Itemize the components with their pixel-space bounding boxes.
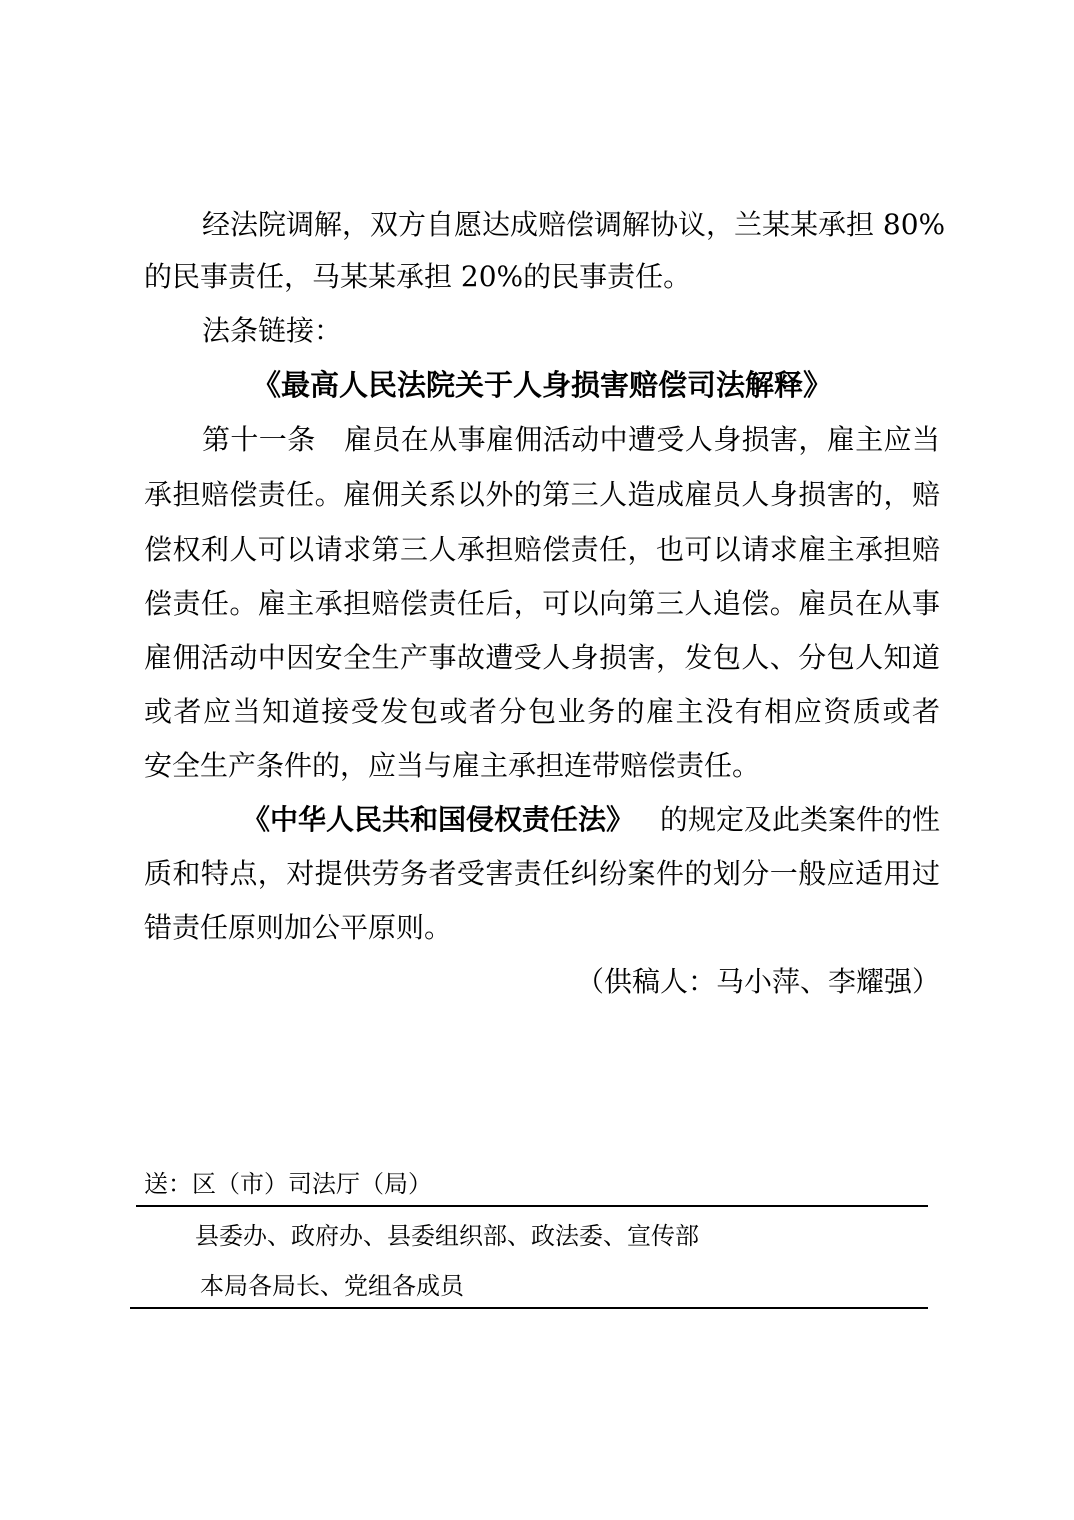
- paragraph-line: 经法院调解，双方自愿达成赔偿调解协议，兰某某承担 80%: [202, 208, 946, 241]
- article-line: 雇佣活动中因安全生产事故遭受人身损害，发包人、分包人知道: [144, 641, 940, 674]
- article-line: 或者应当知道接受发包或者分包业务的雇主没有相应资质或者: [144, 695, 940, 728]
- article-line: 安全生产条件的，应当与雇主承担连带赔偿责任。: [144, 749, 761, 782]
- contributor-line: （供稿人：马小萍、李耀强）: [575, 965, 940, 998]
- article-line: 承担赔偿责任。雇佣关系以外的第三人造成雇员人身损害的，赔: [144, 478, 940, 511]
- paragraph-line: [242, 800, 940, 840]
- tort-law-reference: 《中华人民共和国侵权责任法》: [242, 803, 635, 836]
- link-label: 法条链接：: [202, 314, 343, 347]
- article-line: 偿权利人可以请求第三人承担赔偿责任，也可以请求雇主承担赔: [144, 533, 940, 566]
- article-line: 第十一条 雇员在从事雇佣活动中遭受人身损害，雇主应当: [202, 423, 940, 456]
- send-to-line: 送：区（市）司法厅（局）: [144, 1170, 432, 1198]
- paragraph-line: 的民事责任，马某某承担 20%的民事责任。: [144, 260, 692, 293]
- paragraph-line: 错责任原则加公平原则。: [144, 911, 453, 944]
- paragraph-text: 的规定及此类案件的性: [659, 803, 940, 836]
- law-title: 《最高人民法院关于人身损害赔偿司法解释》: [251, 368, 832, 402]
- paragraph-line: 质和特点，对提供劳务者受害责任纠纷案件的划分一般应适用过: [144, 857, 940, 890]
- divider-bottom: [130, 1307, 928, 1309]
- cc-line: 县委办、政府办、县委组织部、政法委、宣传部: [195, 1222, 699, 1250]
- cc-line: 本局各局长、党组各成员: [200, 1272, 464, 1300]
- divider-top: [136, 1205, 928, 1207]
- article-line: 偿责任。雇主承担赔偿责任后，可以向第三人追偿。雇员在从事: [144, 587, 940, 620]
